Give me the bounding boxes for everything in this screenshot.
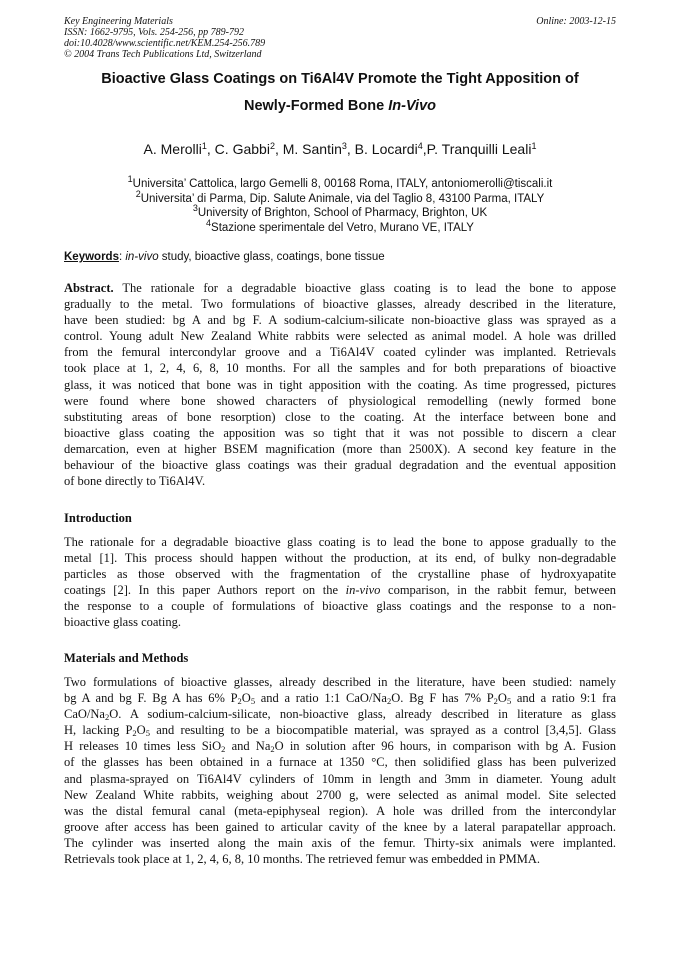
- doi-line: doi:10.4028/www.scientific.net/KEM.254-256.789: [64, 38, 266, 49]
- title-line-1: Bioactive Glass Coatings on Ti6Al4V Promote the Tight Apposition of: [101, 71, 579, 87]
- affiliation-list: [64, 174, 616, 235]
- introduction-heading: Introduction: [64, 511, 132, 525]
- affiliation-4: $^4$Stazione sperimentale del Vetro, Murano VE, ITALY: [206, 217, 474, 234]
- affiliation-1: $^1$Universita’ Cattolica, largo Gemelli 8, 00168 Roma, ITALY, antoniomerolli@tiscali.it: [127, 174, 553, 190]
- copyright-line: © 2004 Trans Tech Publications Ltd, Switzerland: [64, 49, 262, 60]
- author-list: A. Merolli$^1$, C. Gabbi$^2$, M. Santin$^3$, B. Locardi$^4$,P. Tranquilli Leali$^1$: [143, 141, 537, 157]
- journal-name: Key Engineering Materials: [64, 16, 173, 27]
- journal-header: [64, 16, 616, 60]
- keywords-label: Keywords: [64, 251, 119, 263]
- keywords-line: Keywords: in-vivo study, bioactive glass, coatings, bone tissue: [64, 251, 385, 263]
- abstract-label: Abstract.: [64, 281, 114, 295]
- introduction-paragraph: The rationale for a degradable bioactive glass coating is to lead the bone to appose gradually to the metal [1]. This process should happen without the production, at its end, of bulky non-degradable particles as those observed with the fragmentation of the crystalline phase of hydroxyapatite coatings [2]. In this paper Authors report on the in-vivo comparison, in the rabbit femur, between the response to a couple of formulations of bioactive glass coatings and the response to a non- bioactive glass coating.: [64, 535, 616, 630]
- affiliation-2: $^2$Universita’ di Parma, Dip. Salute Animale, via del Taglio 8, 43100 Parma, ITALY: [135, 188, 545, 205]
- title-italic: In-Vivo: [388, 98, 437, 114]
- affiliation-3: $^3$University of Brighton, School of Pharmacy, Brighton, UK: [192, 203, 488, 219]
- title-line-2: Newly-Formed Bone In-Vivo: [243, 98, 437, 114]
- online-date: Online: 2003-12-15: [536, 16, 616, 27]
- methods-paragraph: Two formulations of bioactive glasses, already described in the literature, have been studied: namely bg A and bg F. Bg A has 6% $P_2O_5$ and a ratio 1:1 CaO/$Na_2O$. Bg F has 7% $P_2O_5$ and a ratio 9:1 fra CaO/$Na_2O$. A sodium-calcium-silicate, non-bioactive glass, already described in literature as glass H, lacking $P_2O_5$ and resulting to be a biocompatible material, was sprayed as a control [3,4,5]. Glass H releases 10 times less SiO$_2$ and $Na_2O$ in solution after 96 hours, in comparison with bg A. Fusion of the glasses has been obtained in a furnace at 1350 °C, then solidified glass has been pulverized and plasma-sprayed on Ti6Al4V cylinders of 10mm in length and 3mm in diameter. Young adult New Zealand White rabbits, weighing about 2700 g, were selected as animal model. Site selected was the distal femural canal (meta-epiphyseal region). A hole was drilled from the intercondylar groove after access has been gained to articular cavity of the knee by a lateral parapatellar approach. The cylinder was inserted along the main axis of the femur. Thirty-six animals were implanted. Retrievals took place at 1, 2, 4, 6, 8, 10 months. The retrieved femur was embedded in PMMA.: [64, 675, 616, 867]
- issn-line: ISSN: 1662-9795, Vols. 254-256, pp 789-792: [64, 27, 244, 38]
- methods-heading: Materials and Methods: [64, 651, 189, 665]
- abstract-paragraph: Abstract. The rationale for a degradable bioactive glass coating is to lead the bone to appose gradually to the metal. Two formulations of bioactive glasses, already described in the literature, have been studied: bg A and bg F. A sodium-calcium-silicate non-bioactive glass was sprayed as a control. Young adult New Zealand White rabbits were selected as animal model. A hole was drilled from the femural intercondylar groove and a Ti6Al4V coated cylinder was implanted. Retrievals took place at 1, 2, 4, 6, 8, 10 months. For all the samples and for both preparations of bioactive glass, it was noticed that bone was in tight apposition with the coating. As time progressed, pictures were found where bone showed characters of physiological remodelling (newly formed bone substituting areas of bone resorption) close to the coating. At the interface between bone and bioactive glass coating the apposition was so tight that it was not possible to discern a clear demarcation, even at higher BSEM magnification (more than 2500X). A second key feature in the behaviour of the bioactive glass coatings was their gradual degradation and the eventual apposition of bone directly to Ti6Al4V.: [64, 281, 616, 489]
- paper-title: [64, 66, 616, 120]
